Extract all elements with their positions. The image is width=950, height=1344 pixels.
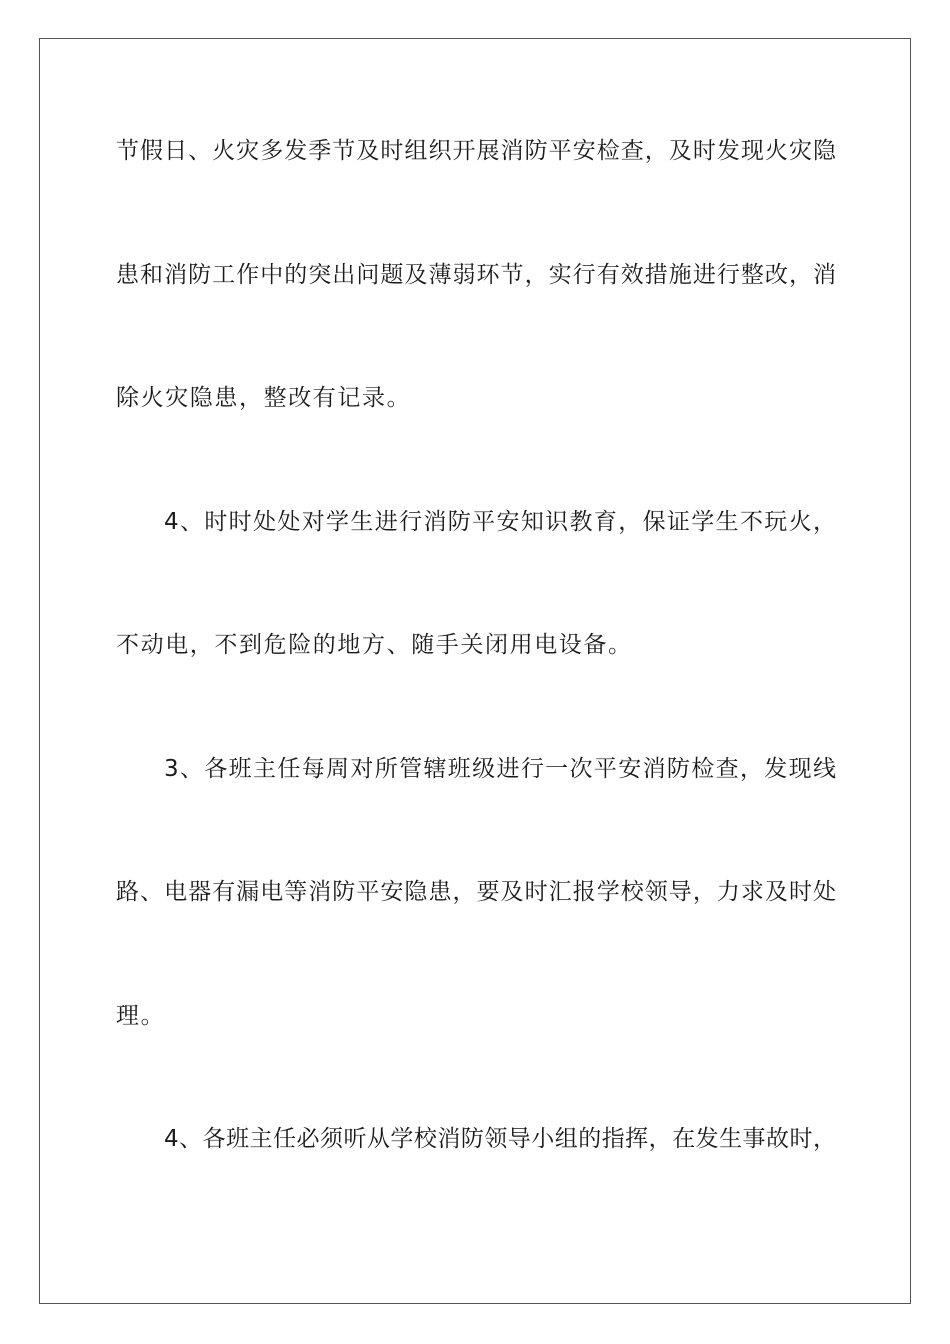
text-line-3: 除火灾隐患，整改有记录。 — [116, 385, 412, 411]
text-line-7: 路、电器有漏电等消防平安隐患，要及时汇报学校领导，力求及时处 — [116, 879, 836, 905]
text-line-2: 患和消防工作中的突出问题及薄弱环节，实行有效措施进行整改，消 — [116, 262, 836, 288]
text-line-4: 4、时时处处对学生进行消防平安知识教育，保证学生不玩火， — [164, 509, 836, 535]
page-border — [39, 38, 911, 1304]
text-line-1: 节假日、火灾多发季节及时组织开展消防平安检查，及时发现火灾隐 — [116, 138, 836, 164]
text-line-9: 4、各班主任必须听从学校消防领导小组的指挥，在发生事故时， — [164, 1126, 836, 1152]
text-line-5: 不动电，不到危险的地方、随手关闭用电设备。 — [116, 632, 633, 658]
text-line-6: 3、各班主任每周对所管辖班级进行一次平安消防检查，发现线 — [164, 756, 836, 782]
text-line-8: 理。 — [116, 1003, 166, 1029]
